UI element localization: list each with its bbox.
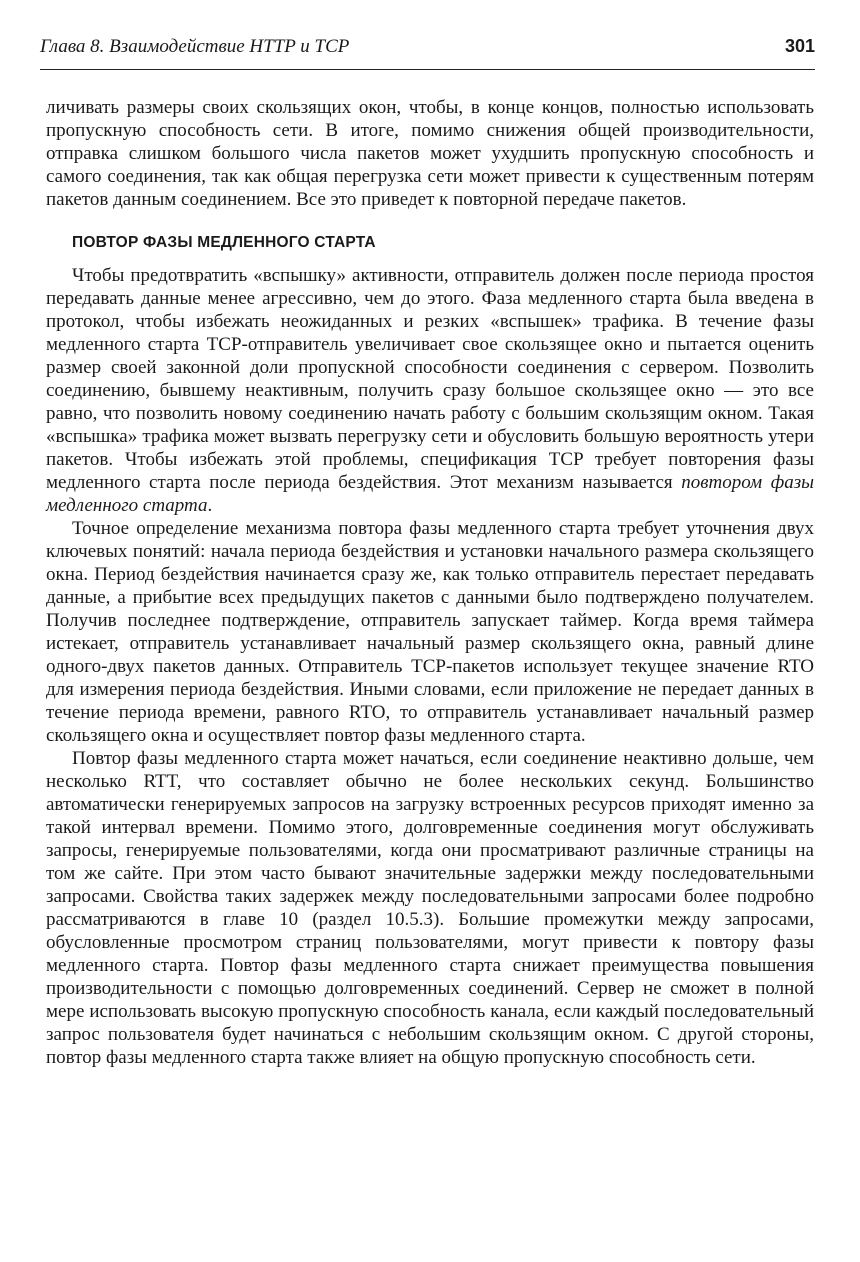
paragraph-1-text: Чтобы предотвратить «вспышку» активности, отправитель должен после периода простоя передавать данные менее агрессивно, чем до этого. Фаза медленного старта была введена в протокол, чтобы избежать неожиданных и резких «вспышек» трафика. В течение фазы медленного старта TCP-отправитель увеличивает свое скользящее окно и пытается оценить размер своей законной доли пропускной способности соединения с сервером. Позволить соединению, бывшему неактивным, получить сразу большое скользящее окно — это все равно, что позволить новому соединению начать работу с большим скользящим окном. Такая «вспышка» трафика может вызвать перегрузку сети и обусловить большую вероятность утери пакетов. Чтобы избежать этой проблемы, спецификация TCP требует повторения фазы медленного старта после периода бездействия. Этот механизм называется [46,265,814,493]
defined-term: повтором фазы медленного старта [46,472,814,516]
chapter-title: Глава 8. Взаимодействие HTTP и TCP [40,36,350,57]
paragraph-1-end: . [207,495,213,516]
paragraph-1 [46,264,814,517]
intro-paragraph: личивать размеры своих скользящих окон, чтобы, в конце концов, полностью использовать пропускную способность сети. В итоге, помимо снижения общей производительности, отправка слишком большого числа пакетов может ухудшить пропускную способность и самого соединения, так как общая перегрузка сети может привести к существенным потерям пакетов данным соединением. Все это приведет к повторной передаче пакетов. [46,97,814,210]
paragraph-3: Повтор фазы медленного старта может начаться, если соединение неактивно дольше, чем несколько RTT, что составляет обычно не более нескольких секунд. Большинство автоматически генерируемых запросов на загрузку встроенных ресурсов приходят именно за такой интервал времени. Помимо этого, долговременные соединения могут обслуживать запросы, генерируемые пользователями, когда они просматривают различные страницы на том же сайте. При этом часто бывают значительные задержки между последовательными запросами. Свойства таких задержек между последовательными запросами более подробно рассматриваются в главе 10 (раздел 10.5.3). Большие промежутки между запросами, обусловленные просмотром страниц пользователями, могут привести к повтору фазы медленного старта. Повтор фазы медленного старта снижает преимущества повышения производительности с помощью долговременных соединений. Сервер не сможет в полной мере использовать высокую пропускную способность канала, если каждый последовательный запрос пользователя будет начинаться с небольшим скользящим окном. С другой стороны, повтор фазы медленного старта также влияет на общую пропускную способность сети. [46,748,814,1068]
section-heading: ПОВТОР ФАЗЫ МЕДЛЕННОГО СТАРТА [72,234,376,251]
paragraph-2: Точное определение механизма повтора фазы медленного старта требует уточнения двух ключевых понятий: начала периода бездействия и установки начального размера скользящего окна. Период бездействия начинается сразу же, как только отправитель перестает передавать данные, а прибытие всех предыдущих пакетов с данными было подтверждено получателем. Получив последнее подтверждение, отправитель запускает таймер. Когда время таймера истекает, отправитель устанавливает начальный размер скользящего окна, равный длине одного-двух пакетов данных. Отправитель TCP-пакетов использует текущее значение RTO для измерения периода бездействия. Иными словами, если приложение не передает данных в течение периода времени, равного RTO, то отправитель устанавливает начальный размер скользящего окна и осуществляет повтор фазы медленного старта. [46,518,814,746]
header-rule [40,69,815,70]
page-body [46,96,814,1069]
running-header [40,36,815,58]
page-number: 301 [784,36,815,56]
